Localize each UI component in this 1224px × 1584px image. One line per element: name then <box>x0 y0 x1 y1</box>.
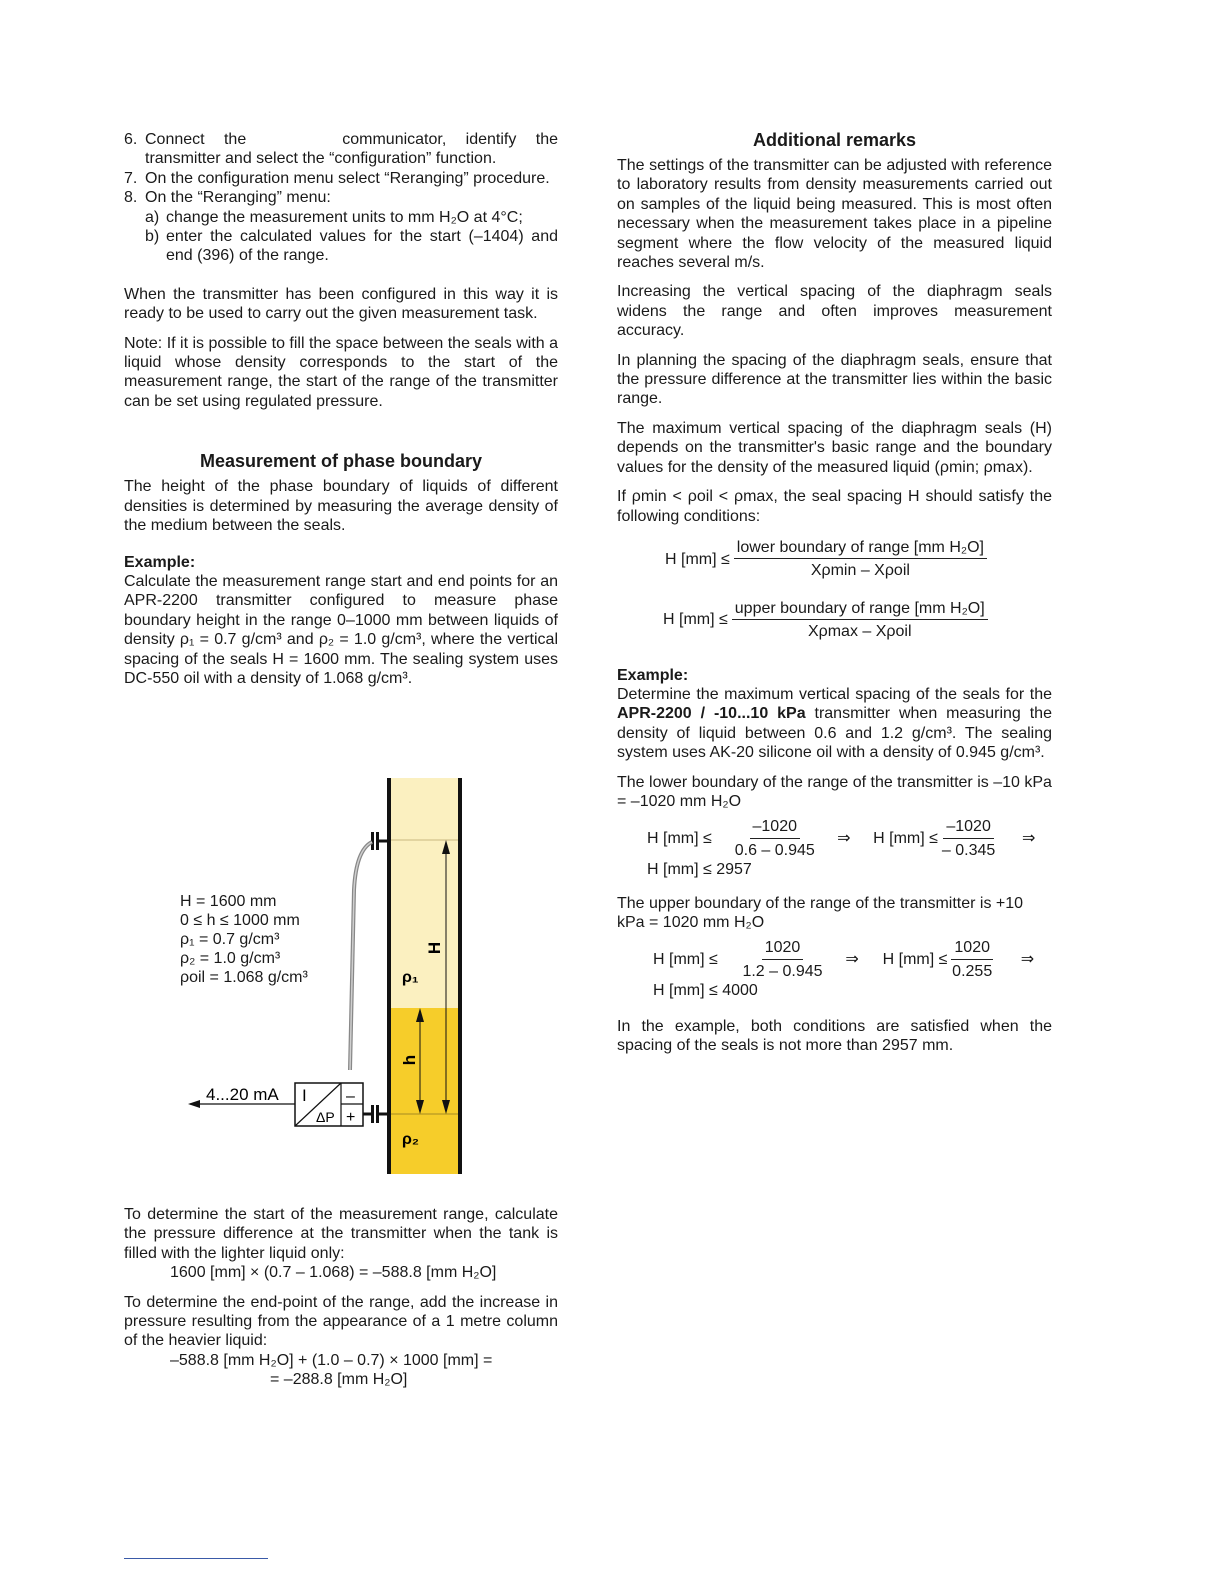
calculation-lower <box>647 817 1052 860</box>
calc-lhs: H [mm] ≤ <box>882 951 948 969</box>
left-column-bottom <box>124 1205 558 1390</box>
heavy-liquid-region <box>390 1008 460 1174</box>
transmitter-minus-port: – <box>346 1088 355 1105</box>
remarks-paragraph-1: The settings of the transmitter can be adjusted with reference to laboratory results from density measurements carried out on samples of the liquid being measured. This is most often necessary when the measurement takes place in a pipeline segment where the flow velocity of the measured liquid reaches several m/s. <box>617 157 1052 272</box>
implies-arrow: ⇒ <box>845 951 859 969</box>
legend-rho2: ρ₂ = 1.0 g/cm³ <box>180 950 281 967</box>
transmitter-current-symbol: I <box>302 1086 307 1105</box>
lower-seal-flange <box>371 1105 374 1123</box>
diagram-legend <box>180 892 308 987</box>
calc-lhs: H [mm] ≤ <box>647 830 712 848</box>
paragraph-conclusion: In the example, both conditions are satisfied when the spacing of the seals is not more than 2957 mm. <box>617 1017 1052 1055</box>
step-6 <box>124 130 558 169</box>
heading-phase-boundary: Measurement of phase boundary <box>199 451 483 472</box>
signal-arrowhead <box>188 1100 200 1108</box>
calc-lhs: H [mm] ≤ <box>873 830 938 848</box>
inequality-upper-fraction <box>732 599 988 642</box>
substep-text: change the measurement units to mm H₂O at 4°C; <box>166 208 523 226</box>
step-7 <box>124 169 558 188</box>
calc-lower-result: H [mm] ≤ 2957 <box>647 861 752 879</box>
legend-H: H = 1600 mm <box>180 893 277 910</box>
fraction-denominator: Xρmin – Xρoil <box>810 562 910 580</box>
paragraph-note: Note: If it is possible to fill the space between the seals with a liquid whose density corresponds to the start of the measurement range, the start of the range of the transmitter can be set using regulated pressure. <box>124 334 559 410</box>
lower-seal-flange-2 <box>376 1105 379 1123</box>
step-text-pre: Connect the <box>145 131 247 148</box>
step-number: 8. <box>124 189 138 207</box>
paragraph-range-start: To determine the start of the measurement range, calculate the pressure difference at the transmitter when the tank is filled with the lighter liquid only: <box>124 1206 558 1262</box>
fraction-denominator: – 0.345 <box>941 841 996 859</box>
capillary-tube <box>350 842 372 1070</box>
light-liquid-region <box>390 778 460 1008</box>
fraction-denominator: 0.6 – 0.945 <box>734 841 815 859</box>
configuration-steps <box>124 130 558 266</box>
substep-text: enter the calculated values for the start (–1404) and end (396) of the range. <box>166 228 558 265</box>
calc-lower-step-2 <box>873 817 1008 860</box>
fraction-numerator: 1020 <box>762 938 804 959</box>
calc-upper-step-2 <box>883 938 1007 981</box>
step-text-post: communicator, identify the transmitter and select the “configuration” function. <box>145 131 558 168</box>
transmitter-dp-symbol: ΔP <box>316 1109 335 1125</box>
legend-h-range: 0 ≤ h ≤ 1000 mm <box>180 912 300 929</box>
fraction-denominator: Xρmax – Xρoil <box>807 623 912 641</box>
calc-upper-fraction-2 <box>951 938 993 981</box>
formula-range-start: 1600 [mm] × (0.7 – 1.068) = –588.8 [mm H₂O] <box>170 1264 497 1282</box>
dimension-H-label: H <box>425 941 444 955</box>
example-label: Example: <box>124 553 196 571</box>
inequality-lhs: H [mm] ≤ <box>665 550 730 568</box>
paragraph-phase-boundary: The height of the phase boundary of liquids of different densities is determined by measuring the average density of the medium between the seals. <box>124 478 558 535</box>
formula-range-end-line1: –588.8 [mm H₂O] + (1.0 – 0.7) × 1000 [mm] = <box>170 1351 493 1369</box>
fraction-numerator: upper boundary of range [mm H₂O] <box>732 599 988 620</box>
calc-lower-fraction-1 <box>730 817 819 860</box>
signal-label: 4...20 mA <box>206 1085 279 1104</box>
example-model-bold: APR-2200 / -10...10 kPa <box>617 705 806 723</box>
remarks-paragraph-3: In planning the spacing of the diaphragm seals, ensure that the pressure difference at the transmitter lies within the basic range. <box>617 351 1052 408</box>
remarks-paragraph-4: The maximum vertical spacing of the diaphragm seals (H) depends on the transmitter's basic range and the boundary values for the density of the measured liquid (ρmin; ρmax). <box>617 419 1052 476</box>
fraction-numerator: –1020 <box>750 817 801 838</box>
remarks-paragraph-5: If ρmin < ρoil < ρmax, the seal spacing H should satisfy the following conditions: <box>617 488 1052 525</box>
step-number: 7. <box>124 169 138 187</box>
inequality-lower-fraction <box>734 538 987 581</box>
calc-upper-fraction-1 <box>738 938 828 981</box>
calculation-upper <box>653 938 1052 981</box>
calc-lower-fraction-2 <box>942 817 995 860</box>
calc-lhs: H [mm] ≤ <box>653 951 718 969</box>
formula-range-end-line2: = –288.8 [mm H₂O] <box>270 1371 408 1389</box>
implies-arrow: ⇒ <box>1020 951 1035 969</box>
remarks-paragraph-2: Increasing the vertical spacing of the diaphragm seals widens the range and often improves measurement accuracy. <box>617 283 1052 340</box>
tank-wall-left <box>387 778 391 1174</box>
substep-number: b) <box>145 228 160 246</box>
paragraph-lower-boundary: The lower boundary of the range of the transmitter is –10 kPa = –1020 mm H₂O <box>617 773 1052 810</box>
legend-rho1: ρ₁ = 0.7 g/cm³ <box>180 931 280 948</box>
paragraph-upper-boundary: The upper boundary of the range of the transmitter is +10 kPa = 1020 mm H₂O <box>617 894 1024 931</box>
step-8 <box>124 188 558 266</box>
substep-a <box>145 208 558 227</box>
step-number: 6. <box>124 131 138 148</box>
transmitter-plus-port: + <box>346 1109 356 1126</box>
step-text: On the configuration menu select “Reranging” procedure. <box>145 169 550 187</box>
fraction-numerator: lower boundary of range [mm H₂O] <box>734 538 987 559</box>
example-label-right: Example: <box>617 666 689 684</box>
inequality-lower <box>665 538 1052 581</box>
substep-number: a) <box>145 208 160 226</box>
inequality-lhs: H [mm] ≤ <box>663 611 728 629</box>
left-column <box>124 130 558 688</box>
example-text-pre: Determine the maximum vertical spacing of the seals for the <box>617 685 1052 703</box>
legend-rho-oil: ρoil = 1.068 g/cm³ <box>180 969 308 986</box>
fraction-numerator: –1020 <box>943 817 994 838</box>
step-text: On the “Reranging” menu: <box>145 189 331 207</box>
calc-upper-result: H [mm] ≤ 4000 <box>653 982 758 1000</box>
fraction-numerator: 1020 <box>951 938 993 959</box>
paragraph-example-right <box>617 685 1052 763</box>
tank-wall-right <box>458 778 462 1174</box>
rho1-label: ρ₁ <box>402 969 419 986</box>
substep-b <box>145 227 558 266</box>
right-column <box>617 130 1052 1055</box>
footnote-rule <box>124 1558 268 1559</box>
dimension-h-label: h <box>400 1054 419 1066</box>
upper-seal-flange-2 <box>376 832 379 850</box>
paragraph-example: Calculate the measurement range start and end points for an APR-2200 transmitter configured to measure phase boundary height in the range 0–1000 mm between liquids of density ρ₁ = 0.7 g/cm³ and ρ₂ = 1.0 g/cm³, where the vertical spacing of the seals H = 1600 mm. The sealing system uses DC-550 oil with a density of 1.068 g/cm³. <box>124 572 558 687</box>
inequality-upper <box>663 599 1052 642</box>
example-text-post: transmitter when measuring the density of liquid between 0.6 and 1.2 g/cm³. The sealing system uses AK-20 silicone oil with a density of 0.945 g/cm³. <box>617 705 1052 762</box>
implies-arrow: ⇒ <box>1021 830 1036 848</box>
implies-arrow: ⇒ <box>837 830 851 848</box>
rho2-label: ρ₂ <box>402 1131 420 1148</box>
fraction-denominator: 0.255 <box>952 962 993 980</box>
paragraph-range-end: To determine the end-point of the range, add the increase in pressure resulting from the appearance of a 1 metre column of the heavier liquid: <box>124 1293 558 1350</box>
paragraph-configured: When the transmitter has been configured in this way it is ready to be used to carry out the given measurement task. <box>124 285 558 323</box>
heading-additional-remarks: Additional remarks <box>752 130 917 150</box>
fraction-denominator: 1.2 – 0.945 <box>742 962 823 980</box>
